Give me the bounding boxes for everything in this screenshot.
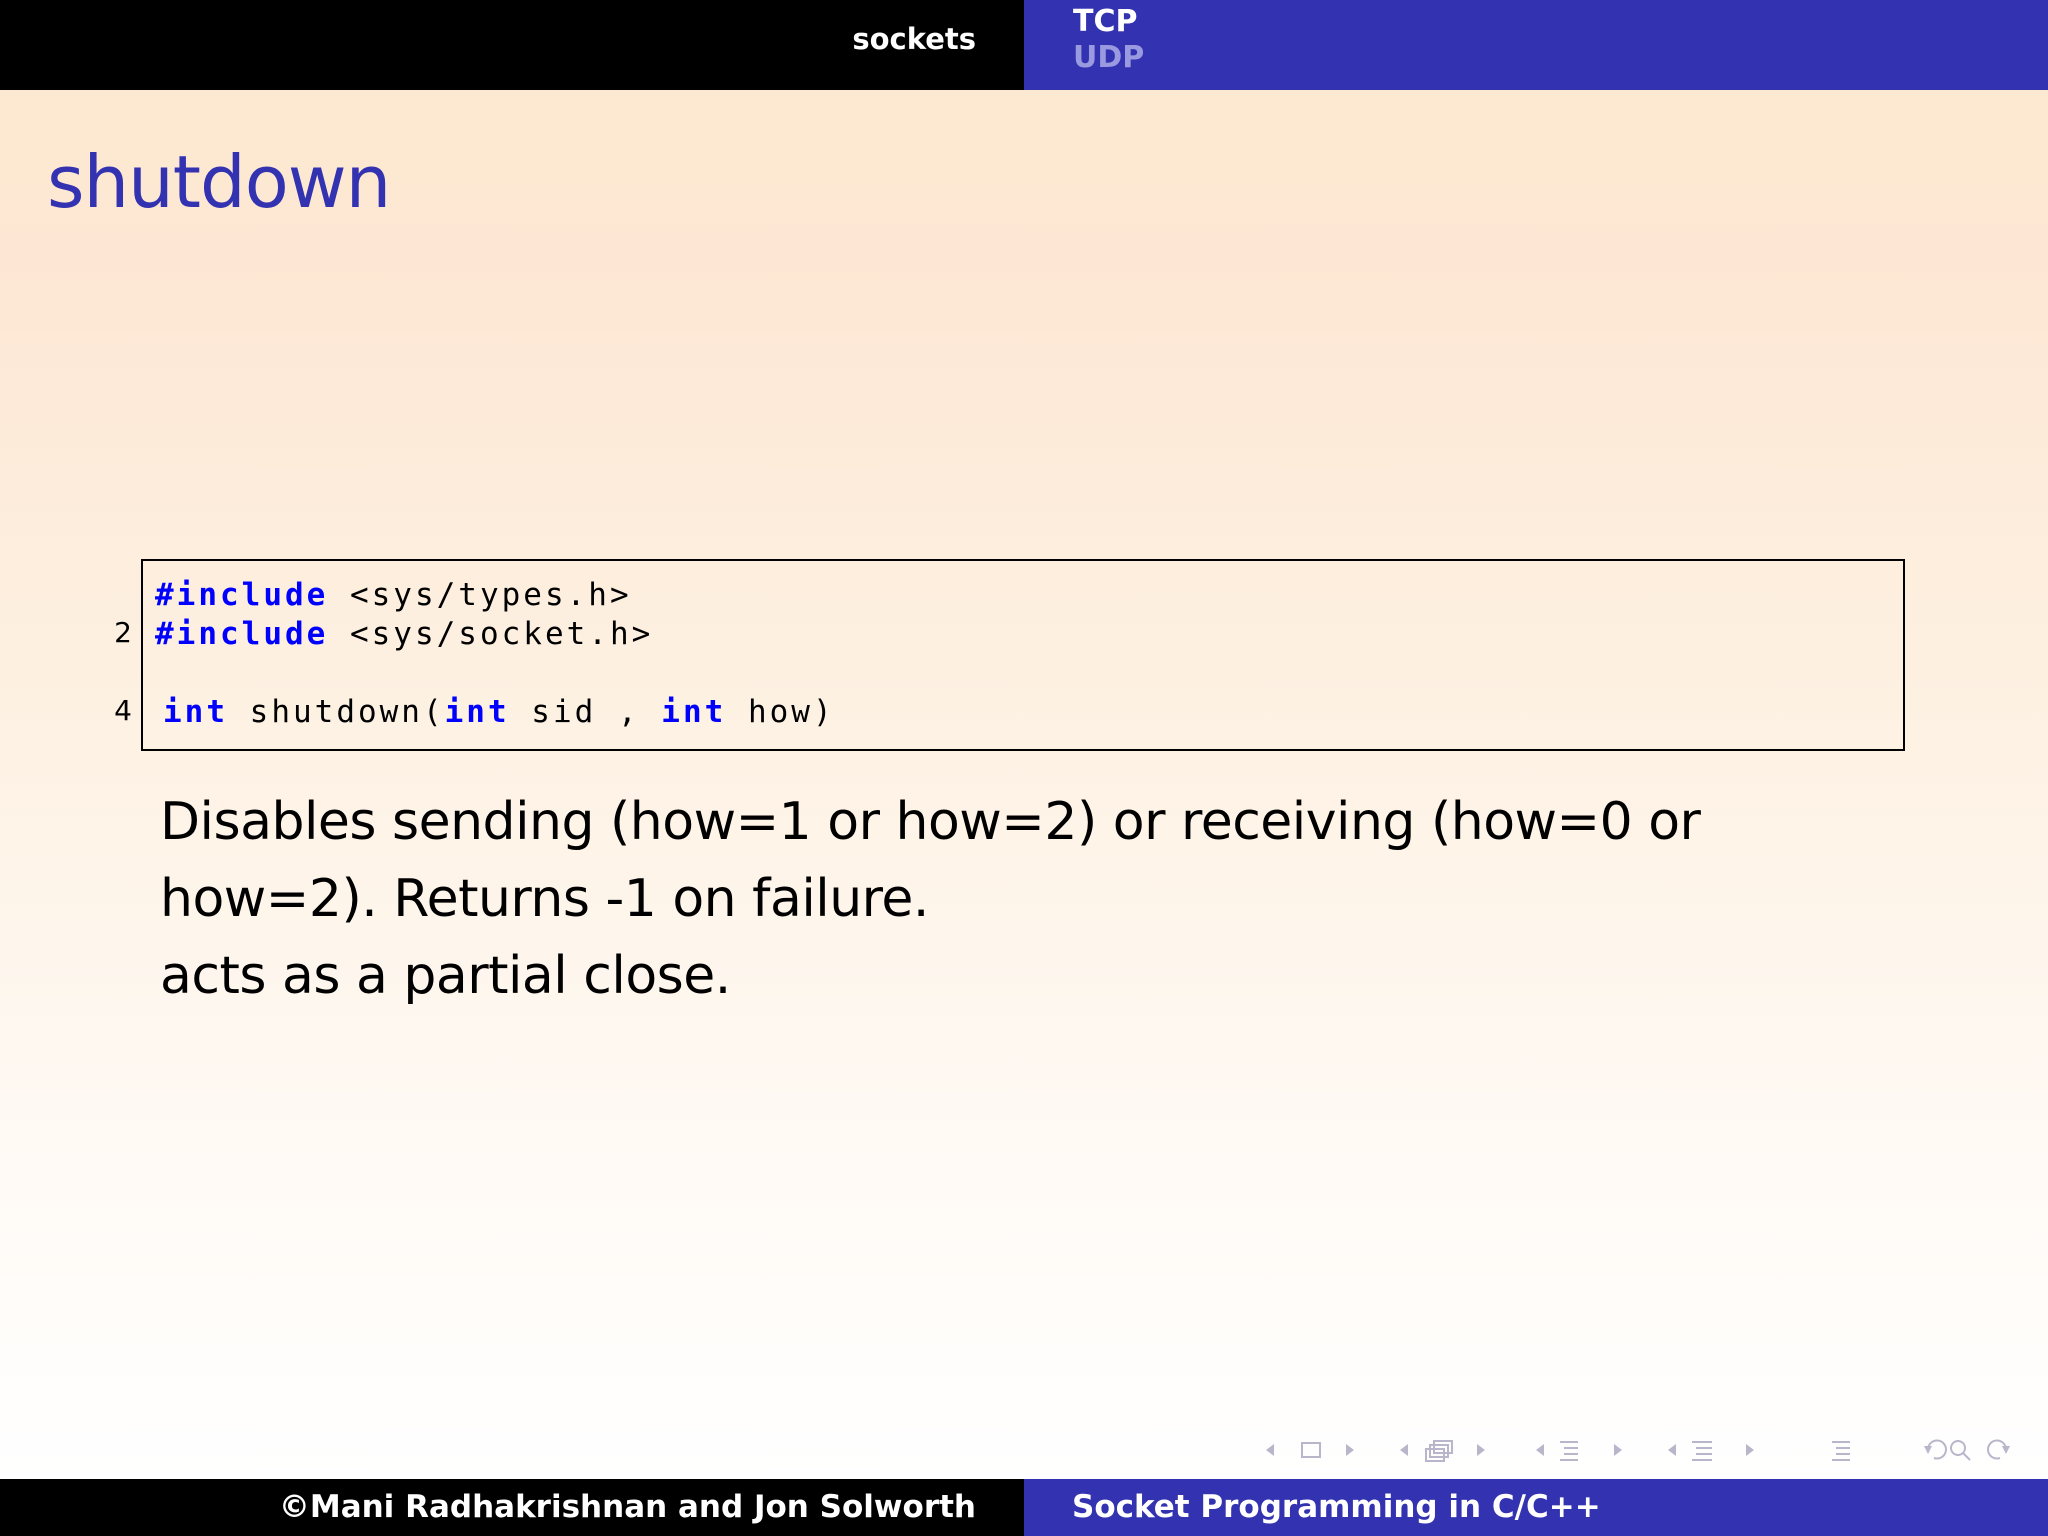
code-text: shutdown( <box>228 694 445 730</box>
code-keyword: #include <box>155 577 329 613</box>
footer-left <box>0 1479 1024 1536</box>
header-bar <box>0 0 2048 90</box>
subsection-link-udp[interactable]: UDP <box>1073 40 1145 75</box>
navigation-icons <box>1260 1432 2030 1468</box>
body-text-line-3: acts as a partial close. <box>160 946 731 1006</box>
code-text: how) <box>726 694 835 730</box>
nav-prev-part-icon[interactable] <box>1668 1444 1676 1456</box>
code-line-4 <box>163 694 835 730</box>
code-line-2 <box>155 616 653 652</box>
code-keyword: int <box>444 694 510 730</box>
nav-prev-section-icon[interactable] <box>1536 1444 1544 1456</box>
code-keyword: int <box>661 694 727 730</box>
footer-author: ©Mani Radhakrishnan and Jon Solworth <box>278 1489 976 1525</box>
search-icon[interactable] <box>1951 1441 1970 1460</box>
frame-title: shutdown <box>47 140 391 224</box>
align-icon[interactable] <box>1832 1442 1850 1460</box>
section-icon[interactable] <box>1560 1442 1578 1460</box>
body-text-line-2: how=2). Returns -1 on failure. <box>160 869 929 929</box>
code-text: <sys/socket.h> <box>328 616 654 652</box>
section-link-sockets[interactable]: sockets <box>852 22 976 56</box>
code-keyword: int <box>163 694 228 730</box>
header-right <box>1024 0 2048 90</box>
nav-next-part-icon[interactable] <box>1746 1444 1754 1456</box>
code-line-1 <box>155 577 632 613</box>
nav-prev-subsection-icon[interactable] <box>1400 1444 1408 1456</box>
line-number: 4 <box>114 694 132 727</box>
code-text: sid , <box>509 694 662 730</box>
part-icon[interactable] <box>1692 1442 1712 1460</box>
forward-icon[interactable] <box>1988 1441 2010 1459</box>
subsection-link-tcp[interactable]: TCP <box>1073 4 1138 39</box>
subsection-icon[interactable] <box>1426 1441 1452 1461</box>
nav-next-frame-icon[interactable] <box>1346 1444 1354 1456</box>
footer-title: Socket Programming in C/C++ <box>1072 1489 1601 1525</box>
beamer-navigation <box>1260 1432 2030 1468</box>
footer-bar <box>0 1479 2048 1536</box>
code-keyword: #include <box>155 616 329 652</box>
nav-prev-frame-icon[interactable] <box>1266 1444 1274 1456</box>
code-text: <sys/types.h> <box>328 577 632 613</box>
body-text-line-1: Disables sending (how=1 or how=2) or receiving (how=0 or <box>160 792 1701 852</box>
nav-next-section-icon[interactable] <box>1614 1444 1622 1456</box>
footer-right <box>1024 1479 2048 1536</box>
frame-icon[interactable] <box>1302 1443 1320 1457</box>
back-icon[interactable] <box>1924 1441 1946 1459</box>
line-number: 2 <box>114 616 132 649</box>
nav-next-subsection-icon[interactable] <box>1477 1444 1485 1456</box>
header-left <box>0 0 1024 90</box>
